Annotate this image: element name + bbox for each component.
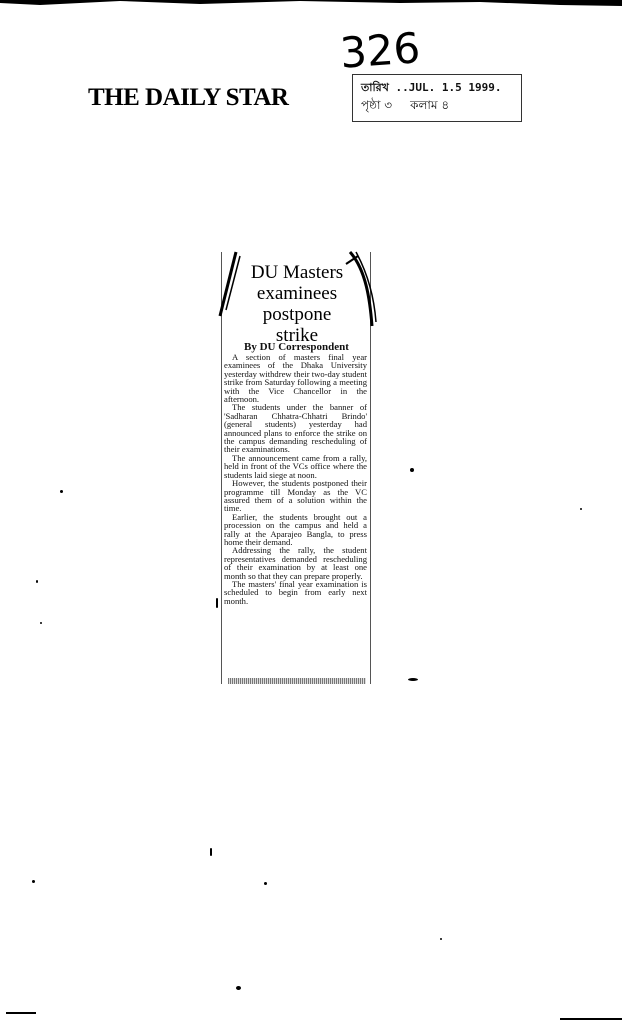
scan-speck <box>36 580 38 583</box>
article-paragraph: Earlier, the students brought out a procession on the campus and held a rally at the Aparajeo Bangla, to press home their demand. <box>224 511 367 547</box>
stamp-page-column <box>361 97 449 117</box>
article-paragraph: However, the students postponed their programme till Monday as the VC assured them of a solution within the time. <box>224 478 367 514</box>
article-headline <box>232 262 362 346</box>
article-byline: By DU Correspondent <box>244 341 349 353</box>
article-paragraph: A section of masters final year examinees of the Dhaka University yesterday withdrew their two-day student strike from Saturday following a meeting with the Vice Chancellor in the afternoon. <box>224 352 367 405</box>
article-paragraph: The masters' final year examination is scheduled to begin from early next month. <box>224 578 367 606</box>
article-paragraph: The students under the banner of 'Sadharan Chhatra-Chhatri Brindo' (general students) yesterday had announced plans to enforce the strike on the campus demanding rescheduling of their examinations. <box>224 402 367 455</box>
newspaper-masthead: THE DAILY STAR <box>88 84 289 111</box>
headline-line: strike <box>275 325 319 346</box>
scan-speck <box>560 1018 622 1020</box>
stamp-date: তারিখ ..JUL. 1.5 1999. <box>361 81 502 94</box>
scan-speck <box>236 986 241 990</box>
stamp-page: পৃষ্ঠা ৩ <box>361 98 393 112</box>
handwritten-page-number: 326 <box>338 23 422 78</box>
headline-line: postpone <box>262 304 332 325</box>
scan-speck <box>440 938 442 940</box>
scan-speck <box>410 468 414 472</box>
scan-speck <box>60 490 63 493</box>
scan-speck <box>210 848 212 856</box>
scan-speck <box>264 882 267 885</box>
scan-speck <box>216 598 218 608</box>
article-paragraph: The announcement came from a rally, held in front of the VCs office where the students laid siege at noon. <box>224 452 367 480</box>
stamp-column: কলাম ৪ <box>410 98 450 112</box>
scan-top-edge <box>0 0 622 10</box>
article-paragraph: Addressing the rally, the student representatives demanded rescheduling of their examination by at least one month so that they can prepare properly. <box>224 545 367 581</box>
scan-speck <box>408 678 418 681</box>
article-footer-rule <box>228 678 366 684</box>
headline-line: examinees <box>256 283 338 304</box>
article-clipping <box>221 252 371 684</box>
scan-speck <box>32 880 35 883</box>
date-stamp <box>352 74 522 122</box>
scan-speck <box>40 622 42 624</box>
scan-speck <box>580 508 582 510</box>
headline-line: DU Masters <box>250 262 344 283</box>
scan-speck <box>6 1012 36 1014</box>
article-body <box>224 353 367 605</box>
